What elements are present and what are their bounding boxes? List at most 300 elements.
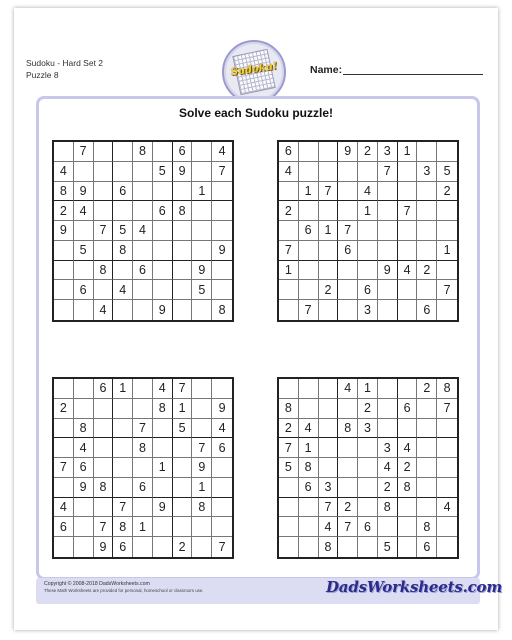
- sudoku-cell: 6: [358, 517, 378, 537]
- sudoku-cell: [133, 458, 153, 478]
- sudoku-cell: 6: [212, 438, 232, 458]
- sudoku-cell: 6: [417, 300, 437, 320]
- sudoku-cell: [192, 241, 212, 261]
- sudoku-cell: [338, 438, 358, 458]
- sudoku-cell: [133, 182, 153, 202]
- sudoku-cell: 5: [173, 419, 193, 439]
- sudoku-cell: 7: [319, 498, 339, 518]
- sudoku-cell: [212, 458, 232, 478]
- sudoku-cell: [358, 537, 378, 557]
- sudoku-cell: 4: [338, 379, 358, 399]
- sudoku-cell: [113, 201, 133, 221]
- sudoku-cell: [437, 142, 457, 162]
- sudoku-cell: 1: [398, 142, 418, 162]
- sudoku-cell: [279, 300, 299, 320]
- sudoku-cell: 8: [173, 201, 193, 221]
- sudoku-cell: 1: [437, 241, 457, 261]
- sudoku-cell: 5: [113, 221, 133, 241]
- sudoku-cell: 5: [74, 241, 94, 261]
- sudoku-cell: 8: [319, 537, 339, 557]
- sudoku-cell: [153, 142, 173, 162]
- sudoku-cell: [319, 419, 339, 439]
- sudoku-cell: [417, 182, 437, 202]
- sudoku-cell: [417, 419, 437, 439]
- sudoku-cell: [299, 142, 319, 162]
- sudoku-cell: [358, 241, 378, 261]
- sudoku-cell: 2: [173, 537, 193, 557]
- sudoku-cell: 8: [94, 478, 114, 498]
- sudoku-cell: [54, 419, 74, 439]
- sudoku-cell: [212, 498, 232, 518]
- sudoku-cell: [358, 478, 378, 498]
- sudoku-cell: 9: [94, 537, 114, 557]
- sudoku-cell: [192, 419, 212, 439]
- sudoku-cell: 2: [54, 201, 74, 221]
- sudoku-cell: [54, 537, 74, 557]
- sudoku-cell: [54, 261, 74, 281]
- sudoku-cell: 1: [299, 438, 319, 458]
- sudoku-cell: 5: [153, 162, 173, 182]
- sudoku-cell: 6: [133, 261, 153, 281]
- sudoku-cell: [378, 379, 398, 399]
- sudoku-cell: [417, 241, 437, 261]
- sudoku-cell: 6: [94, 379, 114, 399]
- sudoku-cell: [398, 221, 418, 241]
- sudoku-cell: 2: [319, 280, 339, 300]
- sudoku-cell: 7: [212, 162, 232, 182]
- sudoku-cell: 9: [338, 142, 358, 162]
- sudoku-cell: [94, 458, 114, 478]
- sudoku-cell: [398, 280, 418, 300]
- sudoku-cell: 8: [133, 142, 153, 162]
- sudoku-cell: [74, 498, 94, 518]
- sudoku-cell: 4: [212, 419, 232, 439]
- sudoku-cell: [133, 300, 153, 320]
- sudoku-cell: [192, 221, 212, 241]
- sudoku-cell: [279, 182, 299, 202]
- sudoku-cell: [279, 379, 299, 399]
- sudoku-cell: [212, 379, 232, 399]
- sudoku-cell: [417, 399, 437, 419]
- sudoku-cell: [212, 182, 232, 202]
- sudoku-cell: 1: [192, 182, 212, 202]
- sudoku-cell: [133, 498, 153, 518]
- sudoku-cell: [173, 300, 193, 320]
- sudoku-cell: [113, 261, 133, 281]
- sudoku-cell: 7: [319, 182, 339, 202]
- sudoku-cell: 9: [192, 261, 212, 281]
- sudoku-cell: [398, 182, 418, 202]
- sudoku-cell: [319, 399, 339, 419]
- sudoku-cell: 8: [398, 478, 418, 498]
- sudoku-cell: [54, 142, 74, 162]
- sudoku-cell: 7: [437, 280, 457, 300]
- sudoku-cell: [279, 517, 299, 537]
- sudoku-cell: [338, 280, 358, 300]
- sudoku-cell: [398, 162, 418, 182]
- sudoku-cell: 7: [173, 379, 193, 399]
- sudoku-cell: [74, 517, 94, 537]
- sudoku-cell: [153, 419, 173, 439]
- sudoku-cell: 6: [299, 478, 319, 498]
- sudoku-cell: [437, 261, 457, 281]
- sudoku-cell: [279, 498, 299, 518]
- sudoku-cell: [417, 478, 437, 498]
- sudoku-cell: [378, 221, 398, 241]
- sudoku-cell: 4: [54, 162, 74, 182]
- sudoku-cell: [173, 182, 193, 202]
- sudoku-cell: 5: [192, 280, 212, 300]
- sudoku-cell: 4: [74, 201, 94, 221]
- sudoku-cell: 9: [54, 221, 74, 241]
- sudoku-cell: [398, 300, 418, 320]
- sudoku-cell: [153, 517, 173, 537]
- sudoku-cell: 1: [299, 182, 319, 202]
- sudoku-cell: 6: [398, 399, 418, 419]
- sudoku-cell: 6: [133, 478, 153, 498]
- sudoku-cell: [299, 537, 319, 557]
- sudoku-cell: [74, 261, 94, 281]
- sudoku-cell: 4: [319, 517, 339, 537]
- name-line: [343, 74, 483, 75]
- sudoku-logo: [222, 40, 286, 104]
- sudoku-cell: 4: [279, 162, 299, 182]
- sudoku-cell: 8: [113, 241, 133, 261]
- sudoku-board-3: [52, 377, 234, 559]
- sudoku-cell: [133, 241, 153, 261]
- sudoku-cell: [153, 221, 173, 241]
- sudoku-cell: [338, 201, 358, 221]
- sudoku-cell: [153, 261, 173, 281]
- sudoku-board-1: [52, 140, 234, 322]
- sudoku-cell: [299, 280, 319, 300]
- sudoku-cell: [319, 241, 339, 261]
- sudoku-cell: [192, 379, 212, 399]
- sudoku-cell: 7: [74, 142, 94, 162]
- sudoku-cell: 6: [173, 142, 193, 162]
- sudoku-cell: [398, 537, 418, 557]
- sudoku-cell: [319, 300, 339, 320]
- sudoku-cell: [319, 458, 339, 478]
- sudoku-cell: [358, 221, 378, 241]
- sudoku-cell: 4: [113, 280, 133, 300]
- sudoku-cell: [319, 162, 339, 182]
- sudoku-cell: 7: [192, 438, 212, 458]
- sudoku-cell: [378, 300, 398, 320]
- sudoku-cell: [299, 379, 319, 399]
- sudoku-cell: 9: [74, 478, 94, 498]
- sudoku-cell: [417, 280, 437, 300]
- sudoku-cell: [173, 261, 193, 281]
- sudoku-cell: 9: [212, 241, 232, 261]
- sudoku-cell: 3: [358, 300, 378, 320]
- sudoku-cell: [358, 438, 378, 458]
- sudoku-cell: [437, 458, 457, 478]
- sudoku-cell: 4: [299, 419, 319, 439]
- sudoku-cell: 1: [358, 379, 378, 399]
- sudoku-cell: [153, 478, 173, 498]
- sudoku-cell: [417, 458, 437, 478]
- sudoku-cell: 8: [299, 458, 319, 478]
- sudoku-cell: 7: [94, 517, 114, 537]
- sudoku-cell: [279, 280, 299, 300]
- sudoku-cell: 7: [279, 438, 299, 458]
- sudoku-cell: 4: [398, 261, 418, 281]
- sudoku-cell: 6: [74, 280, 94, 300]
- sudoku-cell: [378, 182, 398, 202]
- sudoku-cell: [437, 419, 457, 439]
- sudoku-cell: 9: [212, 399, 232, 419]
- sudoku-board-2: [277, 140, 459, 322]
- sudoku-cell: [358, 261, 378, 281]
- sudoku-cell: [192, 517, 212, 537]
- sudoku-cell: 6: [54, 517, 74, 537]
- sudoku-cell: [54, 478, 74, 498]
- sudoku-cell: 8: [74, 419, 94, 439]
- sudoku-cell: 7: [218, 540, 226, 555]
- sudoku-cell: [417, 201, 437, 221]
- sudoku-cell: [74, 300, 94, 320]
- sudoku-cell: [279, 537, 299, 557]
- sudoku-cell: [398, 419, 418, 439]
- sudoku-cell: [319, 379, 339, 399]
- sudoku-cell: [279, 478, 299, 498]
- sudoku-cell: [94, 241, 114, 261]
- sudoku-cell: [437, 300, 457, 320]
- sudoku-cell: [319, 438, 339, 458]
- worksheet-title: Sudoku - Hard Set 2: [26, 58, 104, 68]
- sudoku-cell: [398, 498, 418, 518]
- sudoku-cell: 1: [113, 379, 133, 399]
- sudoku-cell: 7: [94, 221, 114, 241]
- sudoku-cell: [173, 517, 193, 537]
- sudoku-cell: [173, 498, 193, 518]
- sudoku-cell: 7: [113, 498, 133, 518]
- sudoku-cell: [437, 478, 457, 498]
- sudoku-cell: 2: [417, 261, 437, 281]
- sudoku-cell: [153, 438, 173, 458]
- sudoku-cell: [192, 142, 212, 162]
- sudoku-cell: 6: [338, 241, 358, 261]
- sudoku-cell: [279, 221, 299, 241]
- sudoku-cell: 6: [113, 537, 133, 557]
- sudoku-cell: [192, 201, 212, 221]
- sudoku-cell: [378, 201, 398, 221]
- sudoku-cell: [437, 221, 457, 241]
- sudoku-cell: [437, 201, 457, 221]
- sudoku-cell: [113, 399, 133, 419]
- sudoku-cell: [173, 458, 193, 478]
- sudoku-cell: [212, 478, 232, 498]
- sudoku-cell: [192, 537, 212, 557]
- sudoku-cell: 6: [358, 280, 378, 300]
- sudoku-cell: [299, 399, 319, 419]
- sudoku-cell: 7: [398, 201, 418, 221]
- sudoku-cell: [133, 399, 153, 419]
- sudoku-cell: [398, 241, 418, 261]
- sudoku-cell: 2: [417, 379, 437, 399]
- sudoku-cell: [338, 261, 358, 281]
- sudoku-cell: [417, 498, 437, 518]
- sudoku-cell: [417, 142, 437, 162]
- sudoku-cell: 4: [398, 438, 418, 458]
- sudoku-cell: 4: [212, 142, 232, 162]
- sudoku-cell: [437, 517, 457, 537]
- sudoku-cell: 2: [54, 399, 74, 419]
- sudoku-cell: [173, 438, 193, 458]
- sudoku-cell: [113, 300, 133, 320]
- sudoku-cell: 7: [378, 162, 398, 182]
- sudoku-cell: [113, 419, 133, 439]
- sudoku-cell: [94, 438, 114, 458]
- sudoku-cell: [299, 201, 319, 221]
- sudoku-cell: [94, 201, 114, 221]
- sudoku-cell: 6: [279, 142, 299, 162]
- sudoku-cell: [173, 478, 193, 498]
- sudoku-cell: [153, 280, 173, 300]
- sudoku-cell: [378, 280, 398, 300]
- sudoku-cell: 9: [173, 162, 193, 182]
- sudoku-cell: [338, 478, 358, 498]
- sudoku-cell: 3: [378, 438, 398, 458]
- sudoku-cell: [338, 182, 358, 202]
- sudoku-cell: [417, 221, 437, 241]
- sudoku-cell: 4: [54, 498, 74, 518]
- sudoku-cell: [417, 438, 437, 458]
- instruction-heading: Solve each Sudoku puzzle!: [178, 106, 334, 120]
- sudoku-cell: [192, 162, 212, 182]
- sudoku-cell: 6: [113, 182, 133, 202]
- sudoku-cell: [212, 280, 232, 300]
- sudoku-cell: [338, 300, 358, 320]
- sudoku-cell: 8: [153, 399, 173, 419]
- sudoku-cell: 5: [378, 537, 398, 557]
- sudoku-cell: 5: [437, 162, 457, 182]
- sudoku-cell: [94, 399, 114, 419]
- sudoku-cell: [437, 438, 457, 458]
- sudoku-cell: 8: [437, 379, 457, 399]
- sudoku-cell: 8: [94, 261, 114, 281]
- sudoku-cell: 7: [299, 300, 319, 320]
- sudoku-cell: [358, 498, 378, 518]
- sudoku-cell: [212, 221, 232, 241]
- sudoku-cell: [94, 182, 114, 202]
- sudoku-cell: [338, 458, 358, 478]
- sudoku-cell: 4: [153, 379, 173, 399]
- sudoku-cell: [133, 162, 153, 182]
- sudoku-cell: 2: [437, 182, 457, 202]
- sudoku-cell: [153, 241, 173, 261]
- sudoku-cell: [54, 379, 74, 399]
- sudoku-cell: [212, 261, 232, 281]
- sudoku-cell: [153, 182, 173, 202]
- sudoku-cell: [113, 438, 133, 458]
- sudoku-cell: 3: [319, 478, 339, 498]
- sudoku-cell: [173, 221, 193, 241]
- sudoku-cell: 8: [192, 498, 212, 518]
- sudoku-cell: 8: [54, 182, 74, 202]
- sudoku-cell: 2: [378, 478, 398, 498]
- sudoku-cell: 9: [378, 261, 398, 281]
- sudoku-cell: 1: [358, 201, 378, 221]
- sudoku-cell: [319, 261, 339, 281]
- sudoku-cell: 9: [74, 182, 94, 202]
- sudoku-cell: [378, 241, 398, 261]
- sudoku-cell: 1: [153, 458, 173, 478]
- sudoku-cell: 2: [279, 419, 299, 439]
- sudoku-cell: [94, 419, 114, 439]
- sudoku-cell: [398, 379, 418, 399]
- sudoku-cell: [54, 241, 74, 261]
- sudoku-cell: [398, 517, 418, 537]
- sudoku-cell: 6: [153, 201, 173, 221]
- logo-text: Sudoku!: [230, 60, 278, 79]
- sudoku-cell: [54, 300, 74, 320]
- sudoku-cell: [212, 201, 232, 221]
- sudoku-cell: 4: [133, 221, 153, 241]
- sudoku-cell: [358, 458, 378, 478]
- sudoku-cell: [212, 517, 232, 537]
- sudoku-cell: 2: [279, 201, 299, 221]
- sudoku-cell: 8: [417, 517, 437, 537]
- sudoku-cell: 8: [113, 517, 133, 537]
- sudoku-cell: 7: [338, 517, 358, 537]
- sudoku-cell: [378, 517, 398, 537]
- sudoku-cell: 3: [378, 142, 398, 162]
- sudoku-cell: [54, 280, 74, 300]
- sudoku-cell: [133, 201, 153, 221]
- sudoku-cell: [338, 399, 358, 419]
- sudoku-cell: 8: [338, 419, 358, 439]
- sudoku-cell: [437, 537, 457, 557]
- sudoku-cell: [133, 379, 153, 399]
- sudoku-cell: [299, 498, 319, 518]
- sudoku-cell: 1: [279, 261, 299, 281]
- sudoku-cell: [192, 300, 212, 320]
- sudoku-cell: [133, 537, 153, 557]
- sudoku-cell: [173, 280, 193, 300]
- puzzle-number: Puzzle 8: [26, 70, 59, 80]
- sudoku-cell: 9: [153, 498, 173, 518]
- sudoku-cell: [338, 537, 358, 557]
- sudoku-cell: [338, 162, 358, 182]
- name-label: Name:: [310, 64, 343, 76]
- sudoku-cell: [378, 399, 398, 419]
- sudoku-cell: [54, 438, 74, 458]
- sudoku-cell: 7: [279, 241, 299, 261]
- sudoku-cell: 2: [358, 142, 378, 162]
- sudoku-cell: 8: [378, 498, 398, 518]
- sudoku-cell: 6: [417, 537, 437, 557]
- sudoku-cell: [299, 162, 319, 182]
- sudoku-cell: [74, 399, 94, 419]
- sudoku-cell: 7: [54, 458, 74, 478]
- sudoku-cell: [173, 241, 193, 261]
- sudoku-cell: 6: [299, 221, 319, 241]
- sudoku-cell: 8: [218, 303, 226, 318]
- sudoku-cell: [74, 537, 94, 557]
- sudoku-cell: [153, 537, 173, 557]
- sudoku-cell: 9: [192, 458, 212, 478]
- sudoku-cell: [378, 419, 398, 439]
- sudoku-cell: 5: [279, 458, 299, 478]
- copyright-text: Copyright © 2008-2018 DadsWorksheets.com: [44, 581, 150, 587]
- sudoku-cell: [319, 142, 339, 162]
- sudoku-cell: 1: [173, 399, 193, 419]
- sudoku-cell: 2: [398, 458, 418, 478]
- sudoku-cell: 1: [192, 478, 212, 498]
- sudoku-cell: [94, 142, 114, 162]
